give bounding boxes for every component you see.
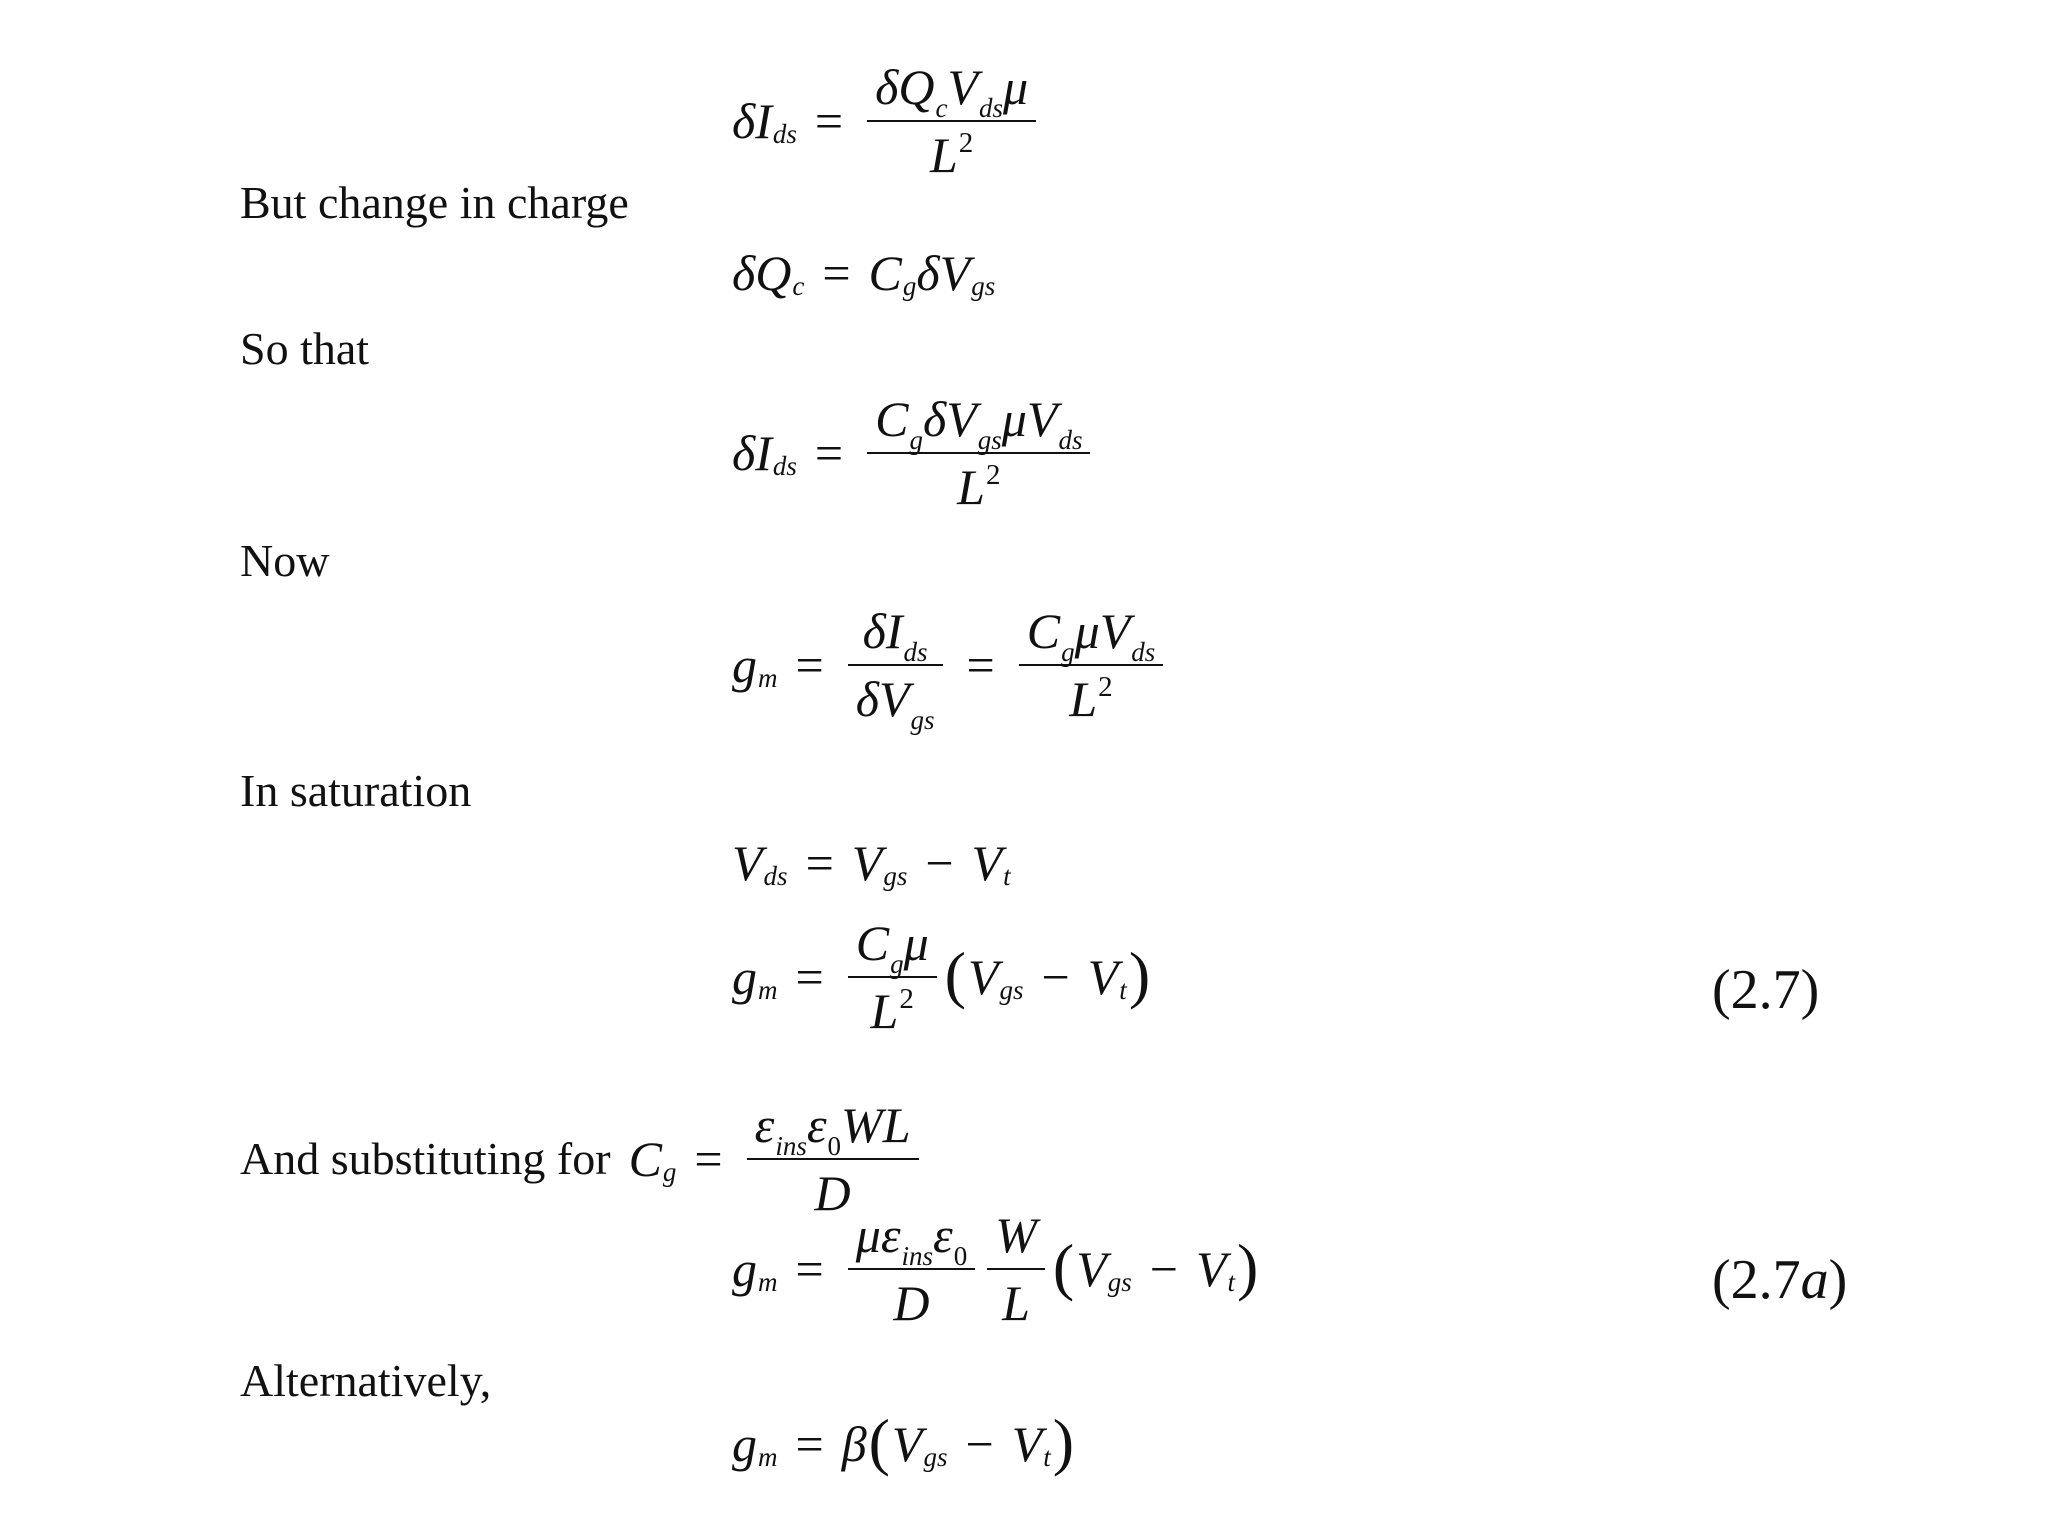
fraction: $\frac{C_g\mu V_{ds}}{L^2}$ [1019,606,1164,724]
fraction: $\frac{\delta Q_cV_{ds}\mu}{L^2}$ [867,62,1036,180]
equation-gm-definition: g m = $\frac{\delta I_{ds}}{\delta V_{gs}}$ = $\frac{C_g\mu V_{ds}}{L^2}$ [732,606,1169,724]
equation-delta-qc: δ Q c = C g δ V gs [732,245,996,301]
text-now: Now [240,535,330,586]
fraction: $\frac{\varepsilon_{ins}\varepsilon_0WL}{D}$ [747,1100,919,1218]
equation-vds-saturation: V ds = V gs − V t [732,835,1011,891]
equation-gm-beta: g m = β ( V gs − V t ) [732,1406,1075,1477]
equation-gm-substituted: g m = $\frac{\mu\varepsilon_{ins}\varepsilon_0}{D}$ $\frac{W}{L}$ ( V gs − V t ) [732,1207,1259,1331]
fraction: $\frac{C_g\delta V_{gs}\mu V_{ds}}{L^2}$ [867,394,1090,512]
equation-delta-ids-expanded: δ I ds = $\frac{C_g\delta V_{gs}\mu V_{ds}}{L^2}$ [732,394,1096,512]
text-alternatively: Alternatively, [240,1355,492,1406]
equation-gm-saturation: g m = $\frac{C_g\mu}{L^2}$ ( V gs − V t ) [732,915,1151,1039]
fraction: $\frac{C_g\mu}{L^2}$ [848,918,937,1036]
equation-number-2-7a: (2.7a) [1712,1249,1848,1311]
fraction: $\frac{\delta I_{ds}}{\delta V_{gs}}$ [848,606,943,724]
text-change-in-charge: But change in charge [240,177,629,228]
equation-delta-ids: δ I ds = $\frac{\delta Q_cV_{ds}\mu}{L^2}$ [732,62,1042,180]
text-substituting: And substituting for C g = $\frac{\varepsilon_{ins}\varepsilon_0WL}{D}$ [240,1100,925,1218]
text-in-saturation: In saturation [240,765,472,816]
text-so-that: So that [240,323,370,374]
equation-number-2-7: (2.7) [1712,959,1820,1021]
fraction: $\frac{W}{L}$ [987,1210,1045,1328]
fraction: $\frac{\mu\varepsilon_{ins}\varepsilon_0}{D}$ [848,1210,976,1328]
